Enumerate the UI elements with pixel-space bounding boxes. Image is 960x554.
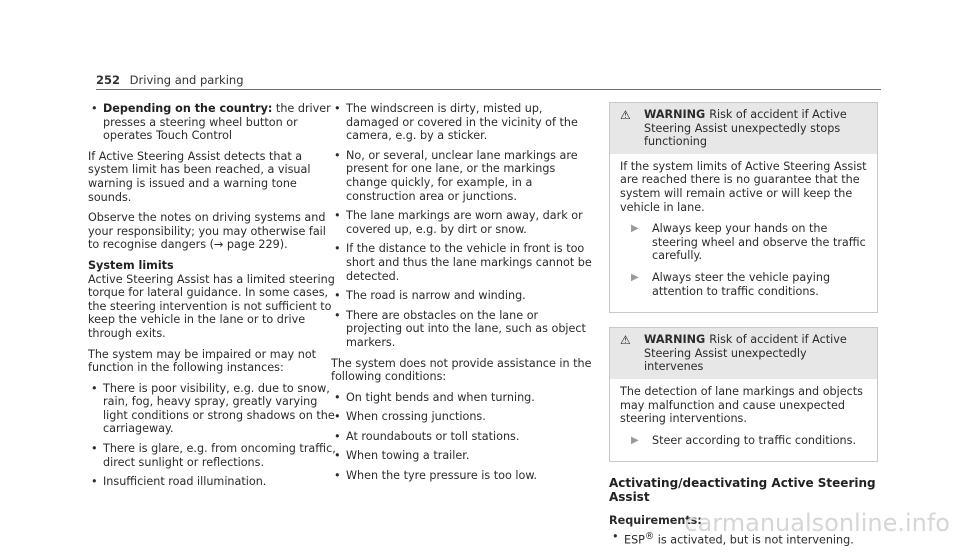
paragraph: If Active Steering Assist detects that a system limit has been reached, a visual warning is issued and a warning tone sounds. — [88, 149, 311, 204]
action-item — [620, 434, 867, 448]
column-middle — [331, 102, 597, 490]
warning-header — [610, 328, 877, 379]
list-item: • If the distance to the vehicle in front is too short and thus the lane markings cannot be detected. — [331, 242, 597, 283]
paragraph: The system does not provide assistance in the following conditions: — [331, 356, 592, 384]
column-left — [88, 102, 336, 496]
list-item — [88, 102, 336, 143]
warning-triangle-icon: ⚠ — [620, 108, 631, 122]
requirement-text: is activated, but is not intervening. — [654, 533, 854, 547]
arrow-right-icon: ▶ — [631, 434, 639, 446]
list-item: • The road is narrow and winding. — [331, 289, 597, 303]
activation-heading: Activating/deactivating Active Steering Assist — [609, 476, 876, 504]
page-reference-text: Observe the notes on driving systems and your responsibility; you may otherwise fail to recognise dangers (→ page 229). — [88, 211, 326, 252]
list-item: • At roundabouts or toll stations. — [331, 430, 597, 444]
column-right — [609, 102, 878, 554]
list-item: • No, or several, unclear lane markings are present for one lane, or the markings change quickly, for example, in a construction area or junctions. — [331, 149, 597, 203]
list-item: • When crossing junctions. — [331, 410, 597, 424]
list-item: • There is glare, e.g. from oncoming traffic, direct sunlight or reflections. — [88, 442, 336, 469]
paragraph — [88, 211, 336, 252]
warning-title: Risk of accident if Active Steering Assist unexpectedly stops functioning — [644, 108, 847, 149]
warning-body — [610, 379, 877, 461]
system-limits-heading: System limits — [88, 258, 174, 272]
warning-word: WARNING — [644, 108, 706, 121]
esp-label: ESP — [624, 533, 645, 547]
warning-box — [609, 102, 878, 313]
list-item: • There are obstacles on the lane or projecting out into the lane, such as object markers. — [331, 309, 597, 350]
warning-header — [610, 103, 877, 154]
list-item: • When the tyre pressure is too low. — [331, 469, 597, 483]
conditions-list — [331, 102, 597, 350]
list-item: • Insufficient road illumination. — [88, 475, 336, 489]
country-label: Depending on the country: — [103, 102, 273, 115]
section-title: Driving and parking — [129, 73, 244, 87]
header-divider — [96, 89, 881, 90]
country-list — [88, 102, 336, 143]
paragraph: Active Steering Assist has a limited steering torque for lateral guidance. In some cases, the steering intervention is not sufficient to keep the vehicle in the lane or to drive through exits. — [88, 272, 335, 340]
paragraph: The system may be impaired or may not function in the following instances: — [88, 347, 317, 375]
page-header — [96, 74, 244, 88]
action-item — [620, 271, 867, 298]
no-assist-list — [331, 391, 597, 483]
action-text: Steer according to traffic conditions. — [652, 433, 857, 447]
warning-body — [610, 154, 877, 312]
warning-text: If the system limits of Active Steering Assist are reached there is no guarantee that the system will remain active or will keep the vehicle in lane. — [620, 159, 867, 214]
warning-title: Risk of accident if Active Steering Assist unexpectedly intervenes — [644, 333, 847, 374]
warning-text: The detection of lane markings and objects may malfunction and cause unexpected steering interventions. — [620, 384, 864, 426]
list-item: • The lane markings are worn away, dark or covered up, e.g. by dirt or snow. — [331, 209, 597, 236]
action-text: Always keep your hands on the steering wheel and observe the traffic carefully. — [652, 222, 866, 263]
list-item: • The windscreen is dirty, misted up, damaged or covered in the vicinity of the camera, e.g. by a sticker. — [331, 102, 597, 143]
limits-list — [88, 382, 336, 489]
registered-mark: ® — [644, 531, 655, 543]
list-item: • On tight bends and when turning. — [331, 391, 597, 405]
arrow-right-icon: ▶ — [631, 223, 639, 235]
watermark: carmanualsonline.info — [684, 509, 950, 538]
action-text: Always steer the vehicle paying attention to traffic conditions. — [652, 270, 831, 298]
warning-word: WARNING — [644, 333, 706, 347]
action-item — [620, 222, 867, 263]
requirements-label: Requirements: — [609, 514, 702, 528]
page-number: 252 — [96, 73, 121, 87]
list-item: • When towing a trailer. — [331, 449, 597, 463]
country-text: the driver presses a steering wheel button or operates Touch Control — [103, 102, 331, 143]
warning-triangle-icon: ⚠ — [620, 333, 631, 348]
list-item: • There is poor visibility, e.g. due to snow, rain, fog, heavy spray, greatly varying light conditions or strong shadows on the carriageway. — [88, 382, 336, 436]
arrow-right-icon: ▶ — [631, 271, 639, 283]
warning-box — [609, 327, 878, 462]
